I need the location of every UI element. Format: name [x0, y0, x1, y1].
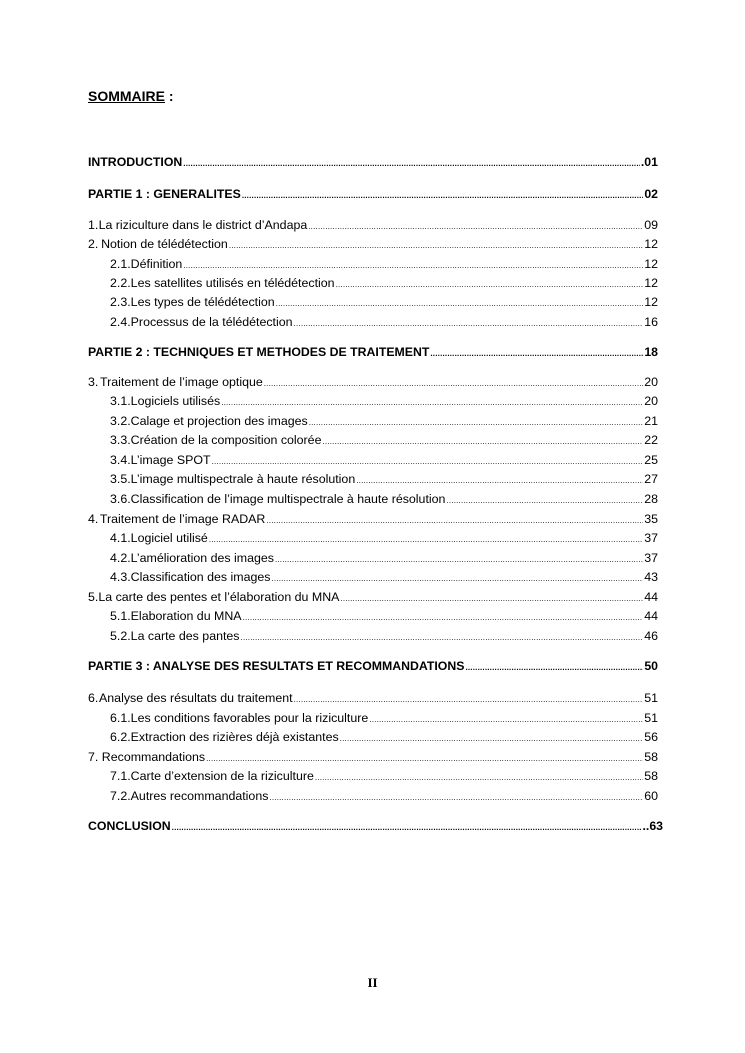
- dot-leader: [276, 296, 644, 312]
- page-title: [88, 88, 174, 104]
- dot-leader: [183, 258, 643, 274]
- toc-entry-label: Définition: [130, 257, 183, 271]
- toc-entry-label: La carte des pentes et l’élaboration du MNA: [98, 590, 340, 604]
- toc-subentry: [110, 530, 658, 548]
- toc-entry-label: Logiciel utilisé: [130, 531, 208, 545]
- toc-page-number: 51: [644, 691, 658, 705]
- toc-entry: [88, 217, 658, 235]
- toc-page-number: 60: [644, 789, 658, 803]
- dot-leader: [369, 712, 643, 728]
- toc-entry-label: Processus de la télédétection: [130, 315, 293, 329]
- toc-entry-number: 5.: [88, 590, 99, 604]
- toc-entry-label: Traitement de l’image RADAR: [99, 512, 266, 526]
- toc-entry-number: 3.5.: [110, 472, 131, 486]
- toc-page-number: 25: [644, 453, 658, 467]
- dot-leader: [221, 395, 643, 411]
- dot-leader: [241, 630, 644, 646]
- toc-subentry: [110, 569, 658, 587]
- toc-page-number: 20: [644, 394, 658, 408]
- toc-page-number: 12: [644, 276, 658, 290]
- toc-entry-label: CONCLUSION: [88, 819, 171, 833]
- toc-entry-number: 6.2.: [110, 730, 131, 744]
- page-number-footer: II: [367, 975, 378, 990]
- dot-leader: [242, 188, 643, 204]
- toc-subentry: [110, 275, 658, 293]
- toc-entry-number: 3.2.: [110, 414, 131, 428]
- toc-subentry: [110, 710, 658, 728]
- toc-subentry: [110, 608, 658, 626]
- toc-page-number: 16: [644, 315, 658, 329]
- toc-page-number: 58: [644, 750, 658, 764]
- dot-leader: [271, 571, 643, 587]
- toc-page-number: 27: [644, 472, 658, 486]
- toc-entry-number: 7.: [88, 750, 99, 764]
- dot-leader: [336, 277, 644, 293]
- toc-page-number: 37: [644, 531, 658, 545]
- toc-entry-label: PARTIE 1 : GENERALITES: [88, 187, 241, 201]
- dot-leader: [315, 770, 643, 786]
- toc-section-heading: [88, 186, 658, 204]
- toc-entry-label: Elaboration du MNA: [130, 609, 242, 623]
- toc-page-number: ..63: [642, 819, 663, 833]
- toc-page-number: 43: [644, 570, 658, 584]
- dot-leader: [264, 376, 643, 392]
- dot-leader: [206, 751, 643, 767]
- dot-leader: [446, 493, 643, 509]
- toc-page-number: 18: [644, 345, 658, 359]
- toc-section-heading: [88, 154, 658, 172]
- toc-entry-label: Les satellites utilisés en télédétection: [130, 276, 335, 290]
- toc-entry-number: 2.3.: [110, 295, 131, 309]
- toc-entry-label: Classification de l’image multispectrale à haute résolution: [130, 492, 446, 506]
- toc-subentry: [110, 788, 658, 806]
- toc-entry-number: 3.1.: [110, 394, 131, 408]
- title-suffix: :: [165, 88, 174, 104]
- toc-entry-number: 2.1.: [110, 257, 131, 271]
- toc-page-number: 58: [644, 769, 658, 783]
- dot-leader: [340, 591, 643, 607]
- dot-leader: [430, 346, 643, 362]
- toc-entry-number: 3.4.: [110, 453, 131, 467]
- toc-entry-label: Calage et projection des images: [130, 414, 308, 428]
- toc-entry-number: 4.3.: [110, 570, 131, 584]
- toc-subentry: [110, 294, 658, 312]
- toc-entry-label: Extraction des rizières déjà existantes: [130, 730, 339, 744]
- dot-leader: [308, 219, 643, 235]
- toc-subentry: [110, 314, 658, 332]
- toc-page-number: 12: [644, 237, 658, 251]
- dot-leader: [269, 790, 643, 806]
- toc-entry: [88, 511, 658, 529]
- toc-subentry: [110, 491, 658, 509]
- dot-leader: [243, 610, 644, 626]
- dot-leader: [356, 473, 643, 489]
- dot-leader: [294, 316, 644, 332]
- toc-entry-number: 6.1.: [110, 711, 131, 725]
- toc-entry-number: 2.4.: [110, 315, 131, 329]
- dot-leader: [209, 532, 643, 548]
- toc-entry: [88, 374, 658, 392]
- toc-subentry: [110, 471, 658, 489]
- toc-subentry: [110, 256, 658, 274]
- dot-leader: [465, 660, 643, 676]
- toc-entry-number: 6.: [88, 691, 99, 705]
- toc-page-number: 28: [644, 492, 658, 506]
- toc-entry-number: 1.: [88, 218, 99, 232]
- toc-entry-number: 2.2.: [110, 276, 131, 290]
- toc-page-number: 37: [644, 551, 658, 565]
- dot-leader: [229, 238, 643, 254]
- toc-page-number: 09: [644, 218, 658, 232]
- toc-entry: [88, 690, 658, 708]
- toc-page-number: 50: [644, 659, 658, 673]
- toc-entry-label: Logiciels utilisés: [130, 394, 221, 408]
- toc-page-number: 21: [644, 414, 658, 428]
- toc-entry: [88, 236, 658, 254]
- toc-entry-number: 7.2.: [110, 789, 131, 803]
- toc-entry-label: L’image SPOT: [130, 453, 211, 467]
- toc-entry-label: La carte des pantes: [130, 629, 240, 643]
- toc-entry-label: Recommandations: [101, 750, 206, 764]
- toc-subentry: [110, 432, 658, 450]
- toc-page-number: 56: [644, 730, 658, 744]
- toc-page-number: 22: [644, 433, 658, 447]
- toc-entry-label: Les types de télédétection: [130, 295, 275, 309]
- toc-entry-label: PARTIE 3 : ANALYSE DES RESULTATS ET RECOMMANDATIONS: [88, 659, 465, 673]
- toc-entry-label: Analyse des résultats du traitement: [99, 691, 293, 705]
- toc-entry-label: Carte d’extension de la riziculture: [130, 769, 314, 783]
- toc-entry-number: 3.: [88, 375, 99, 389]
- toc-subentry: [110, 393, 658, 411]
- toc-section-heading: [88, 344, 658, 362]
- toc-entry-number: 4.1.: [110, 531, 131, 545]
- toc-page-number: 20: [644, 375, 658, 389]
- dot-leader: [266, 513, 643, 529]
- toc-entry-number: 3.6.: [110, 492, 131, 506]
- toc-page-number: .01: [640, 155, 658, 169]
- dot-leader: [183, 156, 640, 172]
- toc-entry: [88, 749, 658, 767]
- toc-entry-label: PARTIE 2 : TECHNIQUES ET METHODES DE TRAITEMENT: [88, 345, 430, 359]
- title-text: SOMMAIRE: [88, 88, 165, 104]
- toc-section-heading: [88, 658, 658, 676]
- toc-page-number: 12: [644, 295, 658, 309]
- dot-leader: [322, 434, 643, 450]
- toc-subentry: [110, 550, 658, 568]
- toc-page-number: 35: [644, 512, 658, 526]
- toc-subentry: [110, 413, 658, 431]
- toc-entry-number: 4.: [88, 512, 99, 526]
- toc-entry-label: INTRODUCTION: [88, 155, 183, 169]
- dot-leader: [294, 692, 644, 708]
- toc-entry-label: Classification des images: [130, 570, 271, 584]
- toc-entry-label: La riziculture dans le district d’Andapa: [98, 218, 308, 232]
- toc-subentry: [110, 768, 658, 786]
- toc-entry-number: 5.1.: [110, 609, 131, 623]
- dot-leader: [340, 731, 644, 747]
- dot-leader: [309, 415, 644, 431]
- dot-leader: [172, 820, 642, 836]
- toc-entry: [88, 589, 658, 607]
- toc-page-number: 02: [644, 187, 658, 201]
- dot-leader: [212, 454, 644, 470]
- toc-entry-number: 7.1.: [110, 769, 131, 783]
- toc-entry-label: Création de la composition colorée: [130, 433, 322, 447]
- toc-page-number: 44: [644, 590, 658, 604]
- toc-page-number: 46: [644, 629, 658, 643]
- toc-subentry: [110, 452, 658, 470]
- toc-entry-number: 3.3.: [110, 433, 131, 447]
- toc-page-number: 44: [644, 609, 658, 623]
- toc-entry-number: 5.2.: [110, 629, 131, 643]
- dot-leader: [275, 552, 643, 568]
- toc-entry-label: Autres recommandations: [130, 789, 269, 803]
- toc-entry-number: 2.: [88, 237, 99, 251]
- toc-page-number: 51: [644, 711, 658, 725]
- toc-entry-number: 4.2.: [110, 551, 131, 565]
- toc-subentry: [110, 729, 658, 747]
- toc-section-heading: [88, 818, 663, 836]
- toc-entry-label: Notion de télédétection: [101, 237, 228, 251]
- toc-page-number: 12: [644, 257, 658, 271]
- toc-entry-label: Les conditions favorables pour la riziculture: [130, 711, 369, 725]
- toc-entry-label: Traitement de l’image optique: [99, 375, 263, 389]
- toc-entry-label: L’amélioration des images: [130, 551, 274, 565]
- toc-entry-label: L’image multispectrale à haute résolution: [130, 472, 356, 486]
- toc-subentry: [110, 628, 658, 646]
